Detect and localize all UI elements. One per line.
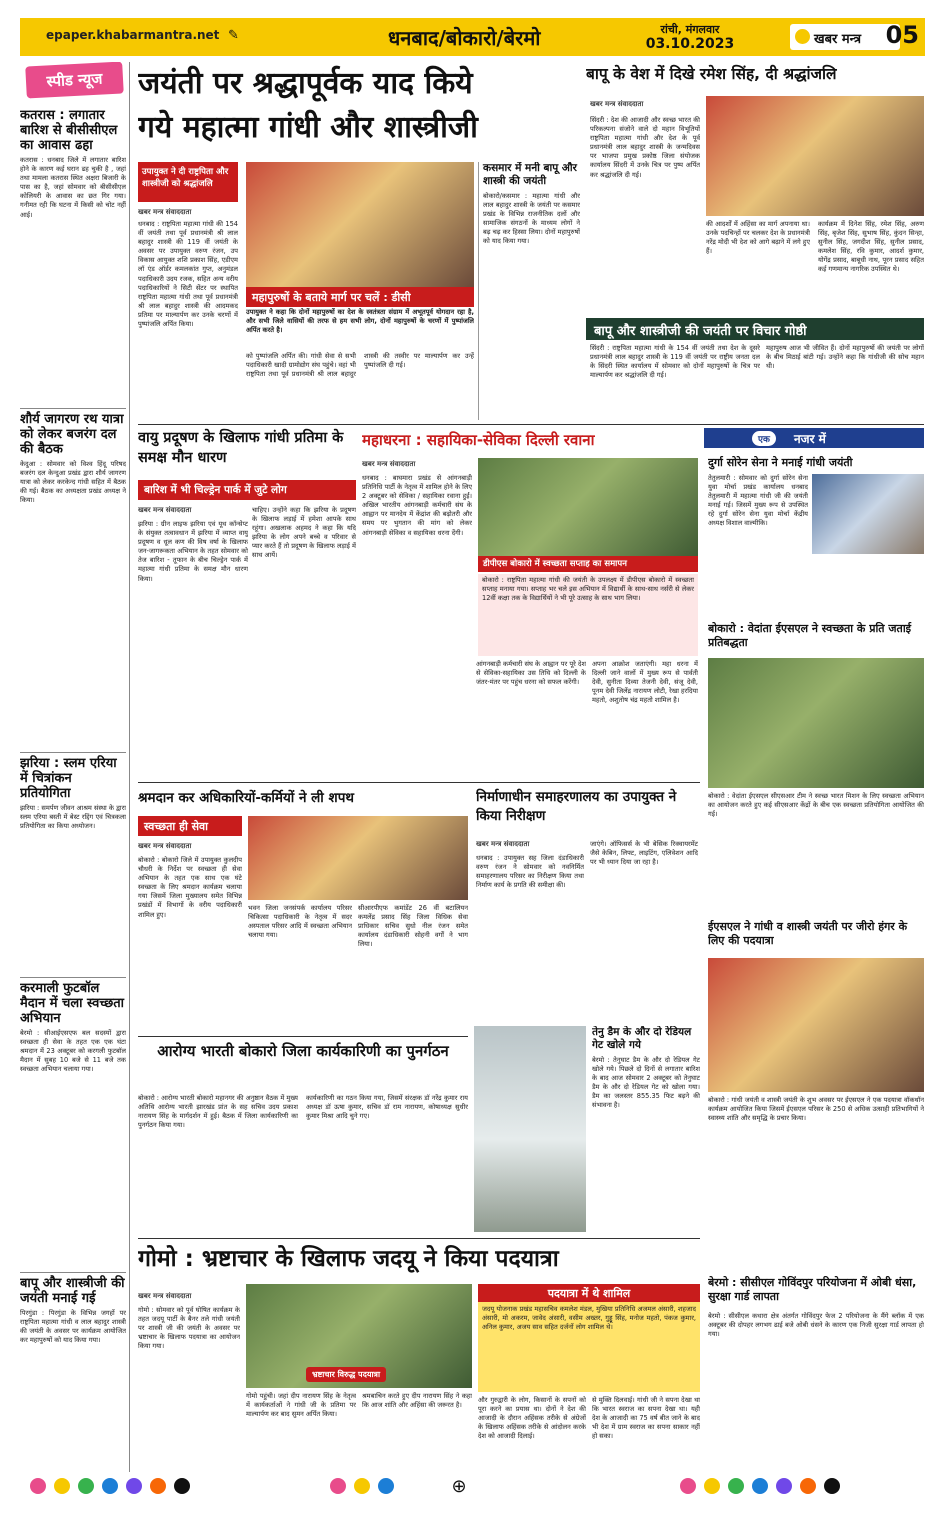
nirmanadhin-body: धनबाद : उपायुक्त सह जिला दंडाधिकारी वरुण रंजन ने सोमवार को नवनिर्मित समाहरणालय परिसर का निरीक्षण किया तथा निर्माण कार्य के प्रगति की समीक्षा की। <box>476 854 584 890</box>
speed-news-title: कतरास : लगातार बारिश से बीसीसीएल का आवास ढहा <box>20 108 118 153</box>
tenu-story <box>592 1026 700 1232</box>
tenu-dam-photo <box>474 1026 586 1232</box>
bapu-vesh-dateline: खबर मन्त्र संवाददाता <box>590 100 644 108</box>
bapu-vesh-body: सिंदरी : देश की आजादी और स्वच्छ भारत की परिकल्पना संजोने वाले दो महान विभूतियों राष्ट्रपिता महात्मा गांधी और देश के पूर्व प्रधानमंत्री लाल बहादुर शास्त्री के जन्मदिवस पर भाजपा प्रमुख प्रकोष्ठ जिला संयोजक कार्यालय सिंदरी में उनके चित्र पर पुष्प अर्पित कर श्रद्धांजलि दी गई। <box>590 116 700 179</box>
lead-photo-gandhi-statue <box>246 162 474 287</box>
gomo-banner: भ्रष्टाचार विरुद्ध पदयात्रा <box>306 1367 386 1382</box>
gomo-body-col5: से मुक्ति दिलवाई। गांधी जी ने सपना देखा था कि भारत स्वराज का सपना देखा था। यही देश के आजादी का 75 वर्ष बीत जाने के बाद भी देश में ग्राम स्वराज का सपना साकार नहीं हो सका। <box>592 1396 700 1441</box>
lead-headline-line2: गये महात्मा गांधी और शास्त्रीजी <box>138 110 478 145</box>
color-dot <box>354 1478 370 1494</box>
goshthi-body: सिंदरी : राष्ट्रपिता महात्मा गांधी के 154 वीं जयंती तथा देश के दूसरे प्रधानमंत्री लाल बहादुर शास्त्री के 119 वीं जयंती पर राष्ट्रीय जनता दल के सिंदरी स्थित कार्यालय में सोमवार को दोनों महापुरुषों के चित्र पर माल्यार्पण कर श्रद्धांजलि दी गई। <box>590 344 760 380</box>
color-dot <box>102 1478 118 1494</box>
nirmanadhin-headline: निर्माणाधीन समाहरणालय का उपायुक्त ने किया निरीक्षण <box>476 789 677 824</box>
speed-news-title: शौर्य जागरण रथ यात्रा को लेकर बजरंग दल की बैठक <box>20 412 124 457</box>
bapu-vesh-body-col3: कार्यक्रम में दिनेश सिंह, रमेश सिंह, अरुण सिंह, बृजेश सिंह, सुभाष सिंह, कुंदन सिन्हा, सुनील सिंह, जगदीश सिंह, सुनील प्रसाद, कमलेश सिंह, रवि कुमार, आदर्श कुमार, योगेंद्र प्रसाद, बाबूधी नाथ, पूरन प्रसाद सहित कई गणमान्य नागरिक उपस्थित थे। <box>818 220 924 274</box>
nirmanadhin-dateline: खबर मन्त्र संवाददाता <box>476 840 530 848</box>
ek-nazar-title: ईएसएल ने गांधी व शास्त्री जयंती पर जीरो हंगर के लिए की पदयात्रा <box>708 920 908 947</box>
ek-nazar-item <box>708 920 924 952</box>
ek-nazar-body: बोकारो : गांधी जयंती व शास्त्री जयंती के शुभ अवसर पर ईएसएल ने एक पदयात्रा वॉकथॉन कार्यक्रम आयोजित किया जिसमें ईएसएल परिसर के 250 से अधिक उत्साही प्रतिभागियों ने स्वास्थ्य शांति और समृद्धि के प्रचार किया। <box>708 1096 924 1123</box>
goshthi-headline: बापू और शास्त्रीजी की जयंती पर विचार गोष्ठी <box>586 318 924 340</box>
gomo-body: गोमो : सोमवार को पूर्व घोषित कार्यक्रम के तहत जदयू पार्टी के बैनर तले गांधी जयंती पर शास्त्री जी की जयंती के अवसर पर भ्रष्टाचार के खिलाफ पदयात्रा का आयोजन किया गया। <box>138 1306 240 1351</box>
vayu-headline: वायु प्रदूषण के खिलाफ गांधी प्रतिमा के समक्ष मौन धारण <box>138 430 344 466</box>
speed-news-item <box>20 752 126 992</box>
ek-nazar-body: बोकारो : वेदांता ईएसएल सीएसआर टीम ने स्वच्छ भारत मिशन के लिए स्वच्छता अभियान का आयोजन करते हुए कई सीएसआर केंद्रों के बीच एक स्वच्छता प्रतियोगिता आयोजित की गई। <box>708 792 924 819</box>
nirmanadhin-headline-wrap <box>476 788 698 834</box>
footer-color-dots-right <box>680 1478 920 1500</box>
speed-news-body: झरिया : समर्पण जीवन आश्रम संस्था के द्वारा स्लम एरिया बस्ती में बेस्ट रद्दिंग एवं चित्रकला प्रतियोगिता का किया अध्योजन। <box>20 804 126 831</box>
color-dot <box>126 1478 142 1494</box>
lead-dateline: खबर मन्त्र संवाददाता <box>138 208 192 216</box>
footer-color-dots-left <box>30 1478 260 1500</box>
section-divider <box>138 424 924 425</box>
shramdaan-headline: श्रमदान कर अधिकारियों-कर्मियों ने ली शपथ <box>138 790 354 806</box>
tenu-headline: तेनु डैम के और दो रेडियल गेट खोले गये <box>592 1026 692 1051</box>
section-divider <box>138 1036 468 1037</box>
speed-news-title: करमाली फुटबॉल मैदान में चला स्वच्छता अभियान <box>20 981 125 1026</box>
color-dot <box>680 1478 696 1494</box>
vayu-headline-wrap <box>138 428 356 474</box>
kasmar-story <box>478 162 580 420</box>
gomo-photo <box>246 1284 472 1388</box>
arogya-headline-wrap <box>138 1040 468 1088</box>
ek-nazar-title: बोकारो : वेदांता ईएसएल ने स्वच्छता के प्रति जताई प्रतिबद्धता <box>708 622 912 649</box>
dateline-block <box>645 22 735 52</box>
vayu-body: झरिया : ग्रीन लाइफ झरिया एवं यूथ कॉन्सेप्ट के संयुक्त तत्वावधान में झरिया में व्याप्त वायु प्रदूषण व धूल कण की विष वर्षा के खिलाफ जन-जागरूकता अभियान के तहत सोमवार को तेज बारिश - तूफान के बीच चिल्ड्रेन पार्क में महात्मा गांधी प्रतिमा के समक्ष मौन धारण किया। <box>138 520 248 583</box>
speed-news-body: पिरगुंडा : पिरगुंडा के विभिन्न जगहों पर राष्ट्रपिता महात्मा गांधी व लाल बहादुर शास्त्री की जयंती के अवसर पर कार्यक्रम आयोजित कर महापुरुषों को याद किया गया। <box>20 1309 126 1345</box>
kasmar-body: बोकारो/कसमार : महात्मा गांधी और लाल बहादुर शास्त्री के जयंती पर कसमार प्रखंड के विभिन्न राजनीतिक दलों और सामाजिक संगठनों के माध्यम लोगों ने बढ़ चढ़ कर हिस्सा लिया। दोनों महापुरुषों को याद किया गया। <box>483 192 580 246</box>
mahadharna-body-col-b: अपना आक्रोश जताएंगी। महा धरना में दिल्ली जाने वालों में मुख्य रूप से पार्वती देवी, सुनीता दिव्या तेजनी देवी, संजू देवी, पूनम देवी जिलेंद्र नारायण लोटी, रेखा हरदिया महतो, अशुतोष चंद्र महतो शामिल है। <box>592 660 698 705</box>
color-dot <box>30 1478 46 1494</box>
gomo-shamil-body: जदयू योजनाक प्रखंड महासचिव कमलेश मंडल, मुखिया प्रतिनिधि अजमल अंसारी, शहजाद अंसारी, मो अकरम, जावेद अंसारी, वसीम अख्तर, गुड्डू सिंह, मनोज महतो, पंकज कुमार, अनिल कुमार, अजय साव सहित दर्जनों लोग शामिल थे। <box>478 1302 700 1392</box>
color-dot <box>752 1478 768 1494</box>
date-label: 03.10.2023 <box>645 36 735 52</box>
section-divider <box>138 782 700 783</box>
dps-caption: डीपीएस बोकारो में स्वच्छता सप्ताह का समापन <box>478 556 698 572</box>
speed-news-column <box>20 62 130 1472</box>
nazar-label: नजर में <box>794 432 826 446</box>
speed-news-item <box>20 108 126 408</box>
lead-body: धनबाद : राष्ट्रपिता महात्मा गांधी की 154 वीं जयंती तथा पूर्व प्रधानमंत्री श्री लाल बहादुर शास्त्री की 119 वीं जयंती के अवसर पर उपायुक्त वरुण रंजन, उप विकास आयुक्त शशि प्रकाश सिंह, एडीएम लॉ एंड ऑर्डर कमलकांत गुप्त, अनुमंडल पदाधिकारी उदय रजक, सहित अन्य वरीय पदाधिकारियों ने सिटी सेंटर पर स्थापित राष्ट्रपिता महात्मा गांधी तथा पूर्व प्रधानमंत्री श्री लाल बहादुर शास्त्री की आदमकद प्रतिमा पर माल्यार्पण कर उनके चरणों में पुष्पांजलि अर्पित किया। <box>138 220 238 329</box>
ek-nazar-item <box>708 1276 924 1308</box>
shramdaan-body-col2: भवन जिला जनसंपर्क कार्यालय परिसर चिकित्सा पदाधिकारी के नेतृत्व में सदर अस्पताल परिसर आदि में स्वच्छता अभियान चलाया गया। <box>248 904 352 940</box>
mahadharna-headline-wrap <box>362 428 698 454</box>
bapu-vesh-body-col2: की आदर्शों में अहिंसा का मार्ग अपनाया था। उनके पदचिन्हों पर चलकर देश के प्रधानमंत्री नरेंद्र मोदी भी देश को आगे बढ़ाने में लगे हुए हैं। <box>706 220 810 256</box>
shramdaan-label: स्वच्छता ही सेवा <box>138 816 242 836</box>
vayu-dateline: खबर मन्त्र संवाददाता <box>138 506 192 514</box>
lead-photo-caption-title: महापुरुषों के बताये मार्ग पर चलें : डीसी <box>246 287 474 307</box>
masthead <box>20 18 925 56</box>
speed-news-title: झरिया : स्लम एरिया में चित्रांकन प्रतियोगिता <box>20 756 117 801</box>
lead-headline-line1: जयंती पर श्रद्धापूर्वक याद किये <box>138 66 473 101</box>
section-divider <box>138 1238 700 1239</box>
lead-body-continued: को पुष्पांजलि अर्पित की। गांधी सेवा से सभी पदाधिकारी खादी ग्रामोद्योग संघ पहुंचे। वहां भी राष्ट्रपिता तथा पूर्व प्रधानमंत्री श्री लाल बहादुर शास्त्री की तस्वीर पर माल्यार्पण कर उन्हें पुष्पांजलि दी गई। <box>246 352 474 379</box>
ek-label: एक <box>752 431 776 446</box>
speed-news-body: कतरास : धनबाद जिले में लगातार बारिश होने के कारण कई घरान ढह चुकी है , जहां तथा मामला कतरास स्थित अक्षरा बिजारी के पास का है, जहां सोमवार को बीसीसीएल कोलियरी के आवास का छत गिर गया। गनीमत रही कि घटना में किसी को चोट नहीं आई। <box>20 156 126 219</box>
speed-news-body: बेरमो : सीआईएसएफ बल सदस्यों द्वारा स्वच्छता ही सेवा के तहत एक एक घंटा श्रमदान में 23 अक्टूबर को करगली फुटबॉल मैदान में सुबह 10 बजे से 11 बजे तक स्वच्छता अभियान चलाया गया। <box>20 1029 126 1074</box>
color-dot <box>54 1478 70 1494</box>
color-dot <box>150 1478 166 1494</box>
speed-news-title: बापू और शास्त्रीजी की जयंती मनाई गई <box>20 1276 125 1306</box>
nirmanadhin-body-col2: जाएंगे। ऑफिसर्स के भी बेसिक रिक्वायरमेंट जैसे केबिन, लिफ्ट, लाइटिंग, एलिवेशन आदि पर भी ध्यान दिया जा रहा है। <box>590 840 698 867</box>
ek-nazar-photo-durga <box>812 474 924 554</box>
vayu-body-col2: चाहिए। उन्होंने कहा कि झरिया के प्रदूषण के खिलाफ लड़ाई में हमेशा आपके साथ रहूंगा। अखलाक अहमद ने कहा कि यदि झरिया के लोग अपने बच्चे व परिवार से प्यार करते हैं तो प्रदूषण के खिलाफ लड़ाई में साथ आयें। <box>252 506 356 560</box>
ek-nazar-body: तेतुलमारी : सोमवार को दुर्गा सोरेन सेना युवा मोर्चा प्रखंड कार्यालय धनबाद तेतुलमारी में महात्मा गांधी जी की जयंती मनाई गई। जिसमें मुख्य रूप से उपस्थित रहे दुर्गा सोरेन सेना युवा मोर्चा केंद्रीय अध्यक्ष विशाल वाल्मीकि। <box>708 474 808 528</box>
mahadharna-body: धनबाद : बाघमारा प्रखंड से आंगनबाड़ी प्रतिनिधि पार्टी के नेतृत्व में शामिल होने के लिए 2 अक्टूबर को सेविका / सहायिका रवाना हुईं। अखिल भारतीय आंगनबाड़ी कर्मचारी संघ के आह्वान पर मानदेय में केंद्रांश की बढ़ोतरी और समय पर भुगतान की मांग को लेकर आंगनबाड़ी सेविका व सहायिका धरना देंगी। <box>362 474 472 537</box>
color-dot <box>78 1478 94 1494</box>
gomo-headline: गोमो : भ्रष्टाचार के खिलाफ जदयू ने किया पदयात्रा <box>138 1246 559 1272</box>
site-url[interactable]: epaper.khabarmantra.net <box>46 28 220 42</box>
color-dot <box>800 1478 816 1494</box>
color-dot <box>174 1478 190 1494</box>
color-dot <box>330 1478 346 1494</box>
speed-news-body: केदुआ : सोमवार को विश्व हिंदू परिषद बजरंग दल केन्दुआ प्रखंड द्वारा शौर्य जागरण यात्रा को लेकर करकेन्द गांधी सहित में बैठक की गई। बैठक का अध्यक्षता प्रखंड अध्यक्ष ने किया। <box>20 460 126 505</box>
color-dot <box>824 1478 840 1494</box>
bapu-vesh-photo <box>706 96 924 216</box>
speed-news-logo: स्पीड न्यूज <box>25 62 124 99</box>
kasmar-headline: कसमार में मनी बापू और शास्त्री की जयंती <box>483 162 577 187</box>
color-dot <box>704 1478 720 1494</box>
gomo-dateline: खबर मन्त्र संवाददाता <box>138 1292 192 1300</box>
ek-nazar-title: दुर्गा सोरेन सेना ने मनाई गांधी जयंती <box>708 456 853 469</box>
shramdaan-body: बोकारो : बोकारो जिले में उपायुक्त कुलदीप चौधरी के निर्देश पर स्वच्छता ही सेवा अभियान के तहत एक साथ एक घंटे स्वच्छता के लिए श्रमदान कार्यक्रम चलाया गया जिसमें जिला मुख्यालय समेत विभिन्न प्रखंडों में विभागों के वरीय पदाधिकारी शामिल हुए। <box>138 856 242 919</box>
footer-color-dots-center <box>330 1478 430 1500</box>
bapu-vesh-headline-wrap <box>586 62 924 88</box>
registration-mark-icon: ⊕ <box>451 1476 467 1497</box>
gomo-body-col4: और गुरुद्वारी के लोग, किसानों के सपनों को पूरा करने का प्रयास था। दोनों ने देश की आजादी के दौरान अहिंसक तरीके से अंग्रेजों के खिलाफ अहिंसक तरीके से आंदोलन करके देश को आजादी दिलाई। <box>478 1396 586 1441</box>
arogya-body: बोकारो : आरोग्य भारती बोकारो महानगर की अनुष्ठान वैठक में मुख्य अतिथि आरोग्य भारती झारखंड प्रांत के सह सचिव उदय प्रकाश नारायण सिंह के मार्गदर्शन में हुई। बैठक में जिला कार्यकारिणी का पुनर्गठन किया गया। <box>138 1094 298 1130</box>
brand-logo: खबर मन्त्र <box>790 24 900 50</box>
ek-nazar-photo-esl <box>708 958 924 1092</box>
gomo-headline-wrap <box>138 1242 700 1278</box>
color-dot <box>728 1478 744 1494</box>
bapu-vesh-headline: बापू के वेश में दिखे रमेश सिंह, दी श्रद्धांजलि <box>586 65 837 83</box>
arogya-body-col2: कार्यकारिणी का गठन किया गया, जिसमें संरक्षक डॉ नरेंद्र कुमार राय अध्यक्ष डॉ ऊषा कुमार, सचिव डॉ राम नारायण, कोषाध्यक्ष सुधीर कुमार मिश्रा आदि चुने गए। <box>306 1094 468 1121</box>
ek-nazar-banner <box>704 428 924 448</box>
gomo-body-col3: श्रमबाचिन करते हुए दीप नारायण सिंह ने कहा कि आज शांति और अहिंसा की जरूरत है। <box>362 1392 472 1410</box>
gomo-body-col2: गोमो पहुंची। जहां दीप नारायण सिंह के नेतृत्व में कार्यकर्ताओं ने गांधी जी के प्रतिमा पर माल्यार्पण कर बाद सुमन अर्पित किया। <box>246 1392 356 1419</box>
mahadharna-body-col-a: आंगनबाड़ी कर्मचारी संघ के आह्वान पर पूरे देश से सेविका-सहायिका उस तिथि को दिल्ली के जंतर-मंतर पर पहुंच धरना को सफल करेंगी। <box>476 660 586 687</box>
arogya-headline: आरोग्य भारती बोकारो जिला कार्यकारिणी का पुनर्गठन <box>157 1042 449 1060</box>
mahadharna-photo <box>478 458 698 556</box>
shramdaan-dateline: खबर मन्त्र संवाददाता <box>138 842 192 850</box>
goshthi-body-col2: महापुरुष आज भी जीवित हैं। दोनों महापुरुषों की जयंती पर लोगों के बीच मिठाई बांटी गई। उन्होंने कहा कि गांधीजी की सोच महान थी। <box>766 344 924 371</box>
ek-nazar-item <box>708 622 924 652</box>
lead-subhead: उपायुक्त ने दी राष्ट्रपिता और शास्त्रीजी को श्रद्धांजलि <box>138 162 238 202</box>
shramdaan-photo <box>248 816 468 900</box>
lead-headline <box>138 62 578 162</box>
edition-title: धनबाद/बोकारो/बेरमो <box>388 26 541 50</box>
vayu-label: बारिश में भी चिल्ड्रेन पार्क में जुटे लोग <box>138 480 356 500</box>
dps-body: बोकारो : राष्ट्रपिता महात्मा गांधी की जयंती के उपलक्ष्य में डीपीएस बोकारो में स्वच्छता सप्ताह मनाया गया। सप्ताह भर चले इस अभियान में विद्यार्थी के साथ-साथ नर्सरी से लेकर 12वीं कक्षा तक के विद्यार्थियों ने भी पूरे उत्साह के साथ भाग लिया। <box>478 574 698 656</box>
speed-news-item <box>20 1272 126 1472</box>
color-dot <box>378 1478 394 1494</box>
tenu-body: बेरमो : तेनुघाट डैम के और दो रेडियल गेट खोले गये। पिछले दो दिनों से लगातार बारिश के बाद आज सोमवार 2 अक्टूबर को तेनुघाट डैम के और दो रेडियल गेट को खोला गया। डैम का जलस्तर 855.35 फिट बढ़ने की संभावना है। <box>592 1056 700 1110</box>
ek-nazar-title: बेरमो : सीसीएल गोविंदपुर परियोजना में ओबी धंसा, सुरक्षा गार्ड लापता <box>708 1276 917 1303</box>
shramdaan-body-col3: सीआरपीएफ कमांडेंट 26 वीं बटालियन कमलेंद्र प्रसाद सिंह जिला विधिक सेवा प्राधिकार सचिव सुधो नील रंजन समेत कार्यालय दंडाधिकारी सोहनी वर्गों ने भाग लिया। <box>358 904 468 949</box>
ek-nazar-photo-vedanta <box>708 658 924 788</box>
mahadharna-headline: महाधरना : सहायिका-सेविका दिल्ली रवाना <box>362 431 595 449</box>
speed-news-item <box>20 977 126 1277</box>
page-number: 05 <box>885 21 919 49</box>
ek-nazar-body: बेरमो : सीसीएल कथारा क्षेत्र अंतर्गत गोविंदपुर फेज 2 परियोजना के मैंगे ब्लॉक में एक अक्टूबर की दोपहर लगभग ढाई बजे ओबी धंसने के कारण एक निजी सुरक्षा गार्ड लापता हो गया। <box>708 1312 924 1339</box>
lead-photo-caption: उपायुक्त ने कहा कि दोनों महापुरुषों का देश के स्वतंत्रता संग्राम में अभूतपूर्व योगदान रहा है, और सभी जिले वासियों की तरफ से हम सभी लोग, दोनों महापुरुषों के चरणों में पुष्पांजलि अर्पित करते है। <box>246 308 474 335</box>
shramdaan-headline-wrap <box>138 788 468 812</box>
color-dot <box>776 1478 792 1494</box>
day-label: रांची, मंगलवार <box>660 23 720 36</box>
gomo-shamil-title: पदयात्रा में थे शामिल <box>478 1284 700 1302</box>
mahadharna-dateline: खबर मन्त्र संवाददाता <box>362 460 416 468</box>
cursor-icon: ✎ <box>228 28 239 43</box>
